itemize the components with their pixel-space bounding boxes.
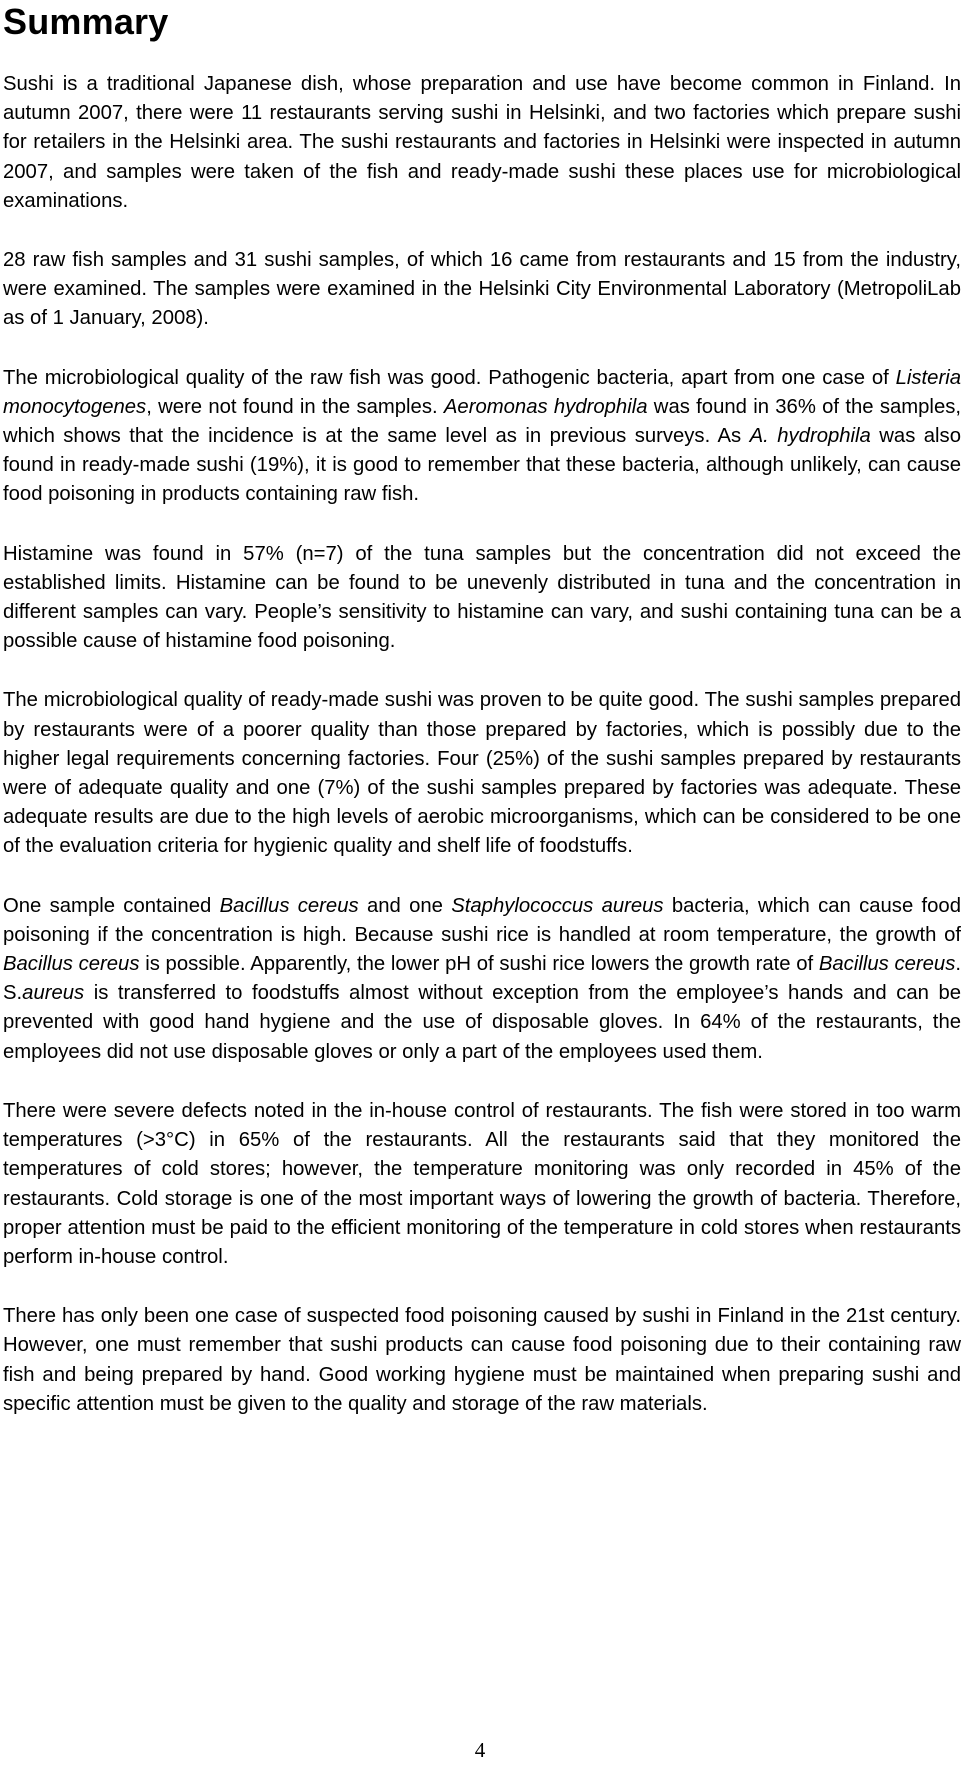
paragraph-3	[3, 364, 961, 510]
text-run: . S.	[3, 953, 961, 1005]
paragraph-4	[3, 540, 961, 657]
italic-text-run: Aeromonas hydrophila	[443, 395, 648, 418]
paragraph-8	[3, 1302, 961, 1419]
paragraph-2	[3, 246, 961, 334]
italic-text-run: Staphylococcus aureus	[451, 894, 664, 917]
text-run: The microbiological quality of the raw fish was good. Pathogenic bacteria, apart from one case of	[3, 366, 896, 389]
italic-text-run: Listeria monocytogenes	[3, 366, 961, 418]
text-run: There were severe defects noted in the in-house control of restaurants. The fish were stored in too warm temperatures (>3°C) in 65% of the restaurants. All the restaurants said that they monitored the temperatures of cold stores; however, the temperature monitoring was only recorded in 45% of the restaurants. Cold storage is one of the most important ways of lowering the growth of bacteria. Therefore, proper attention must be paid to the efficient monitoring of the temperature in cold stores when restaurants perform in-house control.	[3, 1099, 961, 1268]
text-run: is transferred to foodstuffs almost without exception from the employee’s hands and can be prevented with good hand hygiene and the use of disposable gloves. In 64% of the restaurants, the employees did not use disposable gloves or only a part of the employees used them.	[3, 982, 961, 1063]
italic-text-run: Bacillus cereus	[818, 953, 956, 976]
page-number: 4	[474, 1738, 486, 1762]
italic-text-run: A. hydrophila	[749, 425, 871, 448]
text-run: and one	[358, 894, 452, 917]
paragraph-6	[3, 892, 961, 1067]
text-run: was also found in ready-made sushi (19%), it is good to remember that these bacteria, although unlikely, can cause food poisoning in products containing raw fish.	[3, 425, 961, 506]
text-run: bacteria, which can cause food poisoning if the concentration is high. Because sushi rice is handled at room temperature, the growth of	[3, 894, 961, 946]
italic-text-run: Bacillus cereus	[219, 894, 359, 917]
text-run: There has only been one case of suspected food poisoning caused by sushi in Finland in the 21st century. However, one must remember that sushi products can cause food poisoning due to their containing raw fish and being prepared by hand. Good working hygiene must be maintained when preparing sushi and specific attention must be given to the quality and storage of the raw materials.	[3, 1305, 961, 1415]
page-title: Summary	[3, 1, 169, 42]
text-run: is possible. Apparently, the lower pH of sushi rice lowers the growth rate of	[139, 953, 819, 976]
text-run: The microbiological quality of ready-made sushi was proven to be quite good. The sushi samples prepared by restaurants were of a poorer quality than those prepared by factories, which is possibly due to the higher legal requirements concerning factories. Four (25%) of the sushi samples prepared by restaurants were of adequate quality and one (7%) of the sushi samples prepared by factories was adequate. These adequate results are due to the high levels of aerobic microorganisms, which can be considered to be one of the evaluation criteria for hygienic quality and shelf life of foodstuffs.	[3, 689, 961, 858]
text-run: was found in 36% of the samples, which shows that the incidence is at the same level as in previous surveys. As	[3, 395, 961, 448]
document-page	[3, 0, 961, 1419]
text-run: , were not found in the samples.	[146, 395, 444, 418]
italic-text-run: aureus	[22, 982, 85, 1005]
italic-text-run: Bacillus cereus	[3, 953, 140, 976]
text-run: One sample contained	[3, 894, 220, 917]
paragraph-7	[3, 1097, 961, 1272]
text-run: 28 raw fish samples and 31 sushi samples, of which 16 came from restaurants and 15 from the industry, were examined. The samples were examined in the Helsinki City Environmental Laboratory (MetropoliLab as of 1 January, 2008).	[3, 249, 961, 330]
paragraph-5	[3, 686, 961, 861]
paragraph-1	[3, 70, 961, 216]
text-run: Sushi is a traditional Japanese dish, whose preparation and use have become common in Finland. In autumn 2007, there were 11 restaurants serving sushi in Helsinki, and two factories which prepare sushi for retailers in the Helsinki area. The sushi restaurants and factories in Helsinki were inspected in autumn 2007, and samples were taken of the fish and ready-made sushi these places use for microbiological examinations.	[3, 73, 961, 212]
text-run: Histamine was found in 57% (n=7) of the tuna samples but the concentration did not exceed the established limits. Histamine can be found to be unevenly distributed in tuna and the concentration in different samples can vary. People’s sensitivity to histamine can vary, and sushi containing tuna can be a possible cause of histamine food poisoning.	[3, 542, 961, 653]
